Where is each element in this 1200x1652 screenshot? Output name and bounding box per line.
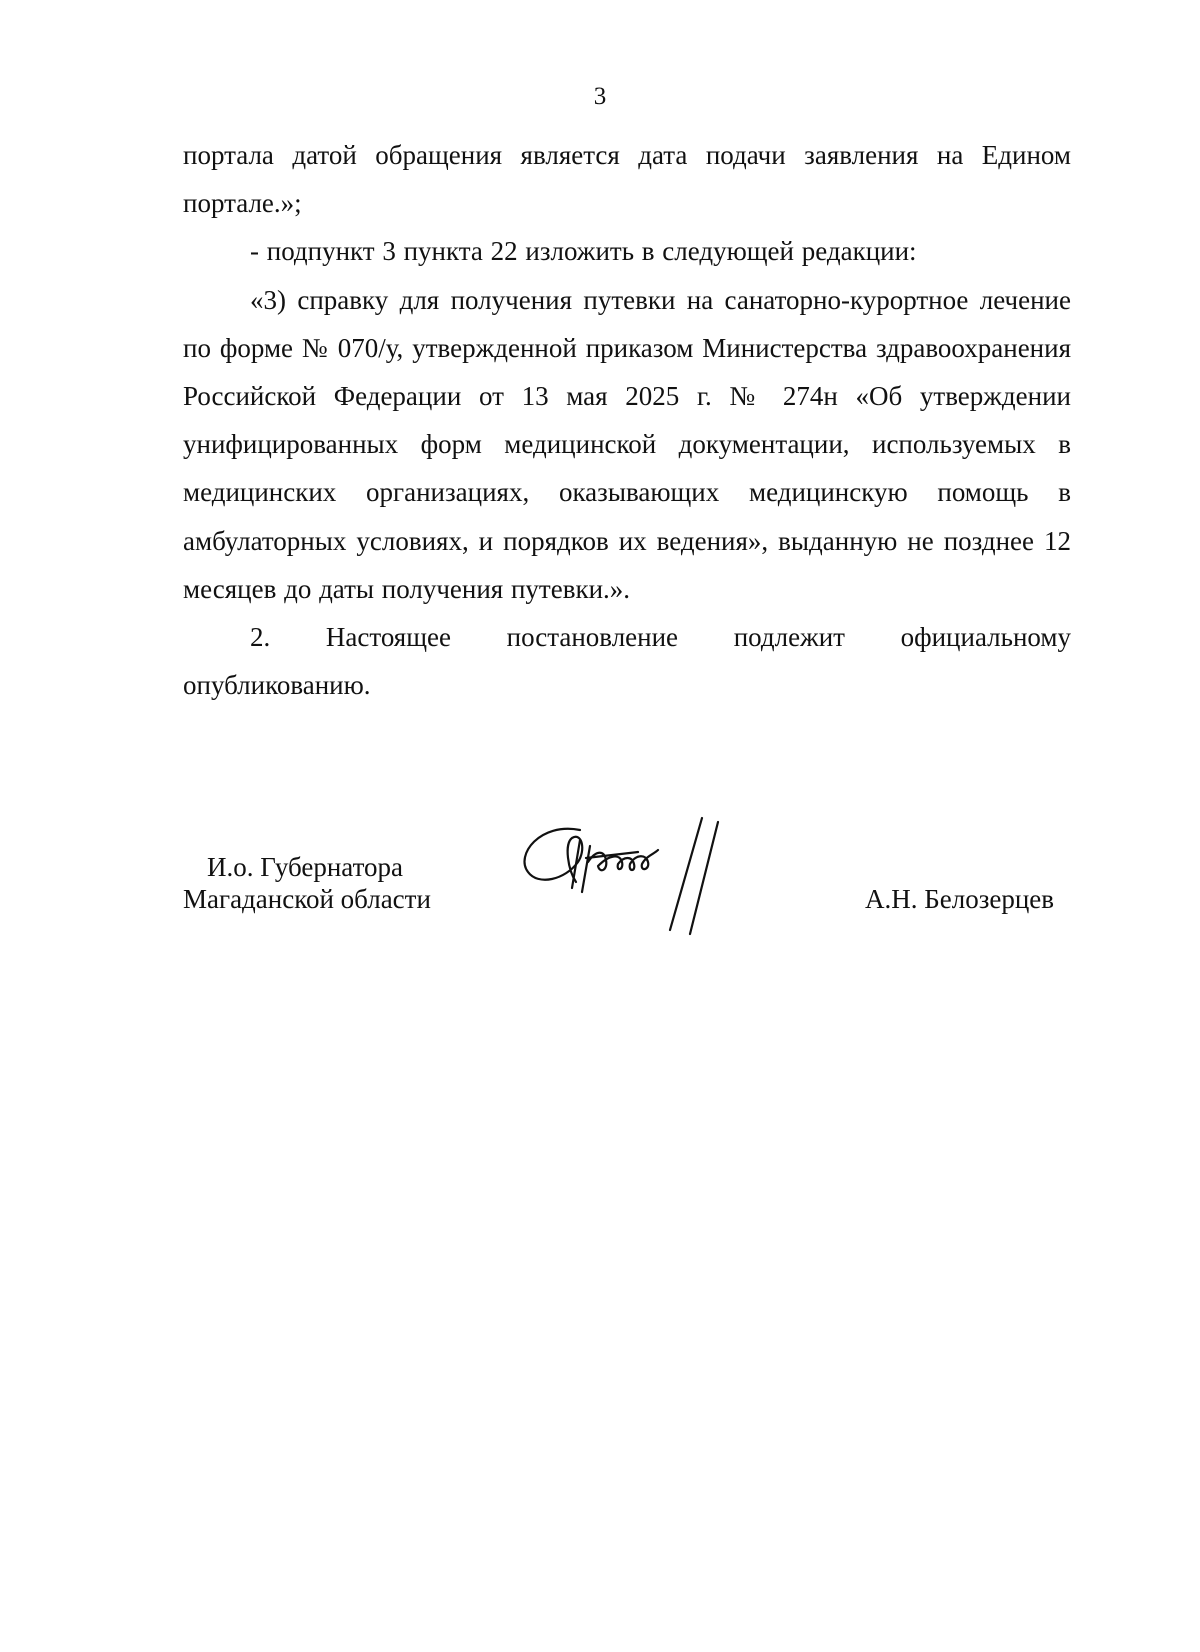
paragraph-publication: 2. Настоящее постановление подлежит официальному опубликованию. <box>183 622 1071 701</box>
signatory-name: А.Н. Белозерцев <box>865 884 1055 914</box>
signatory-title-line2: Магаданской области <box>183 884 431 914</box>
page-number: 3 <box>593 83 607 110</box>
paragraph-amendment-text: «3) справку для получения путевки на санаторно-курортное лечение по форме № 070/у, утвержденной приказом Министерства здравоохранения Российской Федерации от 13 мая 2025 г. № 274н «Об утверждении унифицированных форм медицинской документации, используемых в медицинских организациях, оказывающих медицинскую помощь в амбулаторных условиях, и порядков их ведения», выданную не позднее 12 месяцев до даты получения путевки.». <box>183 284 1071 604</box>
handwritten-signature <box>520 810 780 940</box>
paragraph-continuation: портала датой обращения является дата подачи заявления на Едином портале.»; <box>183 140 1071 219</box>
signatory-title <box>183 851 443 915</box>
signatory-title-line1: И.о. Губернатора <box>207 852 404 882</box>
paragraph-amendment-intro: - подпункт 3 пункта 22 изложить в следующей редакции: <box>250 236 917 267</box>
document-body <box>183 131 1071 709</box>
